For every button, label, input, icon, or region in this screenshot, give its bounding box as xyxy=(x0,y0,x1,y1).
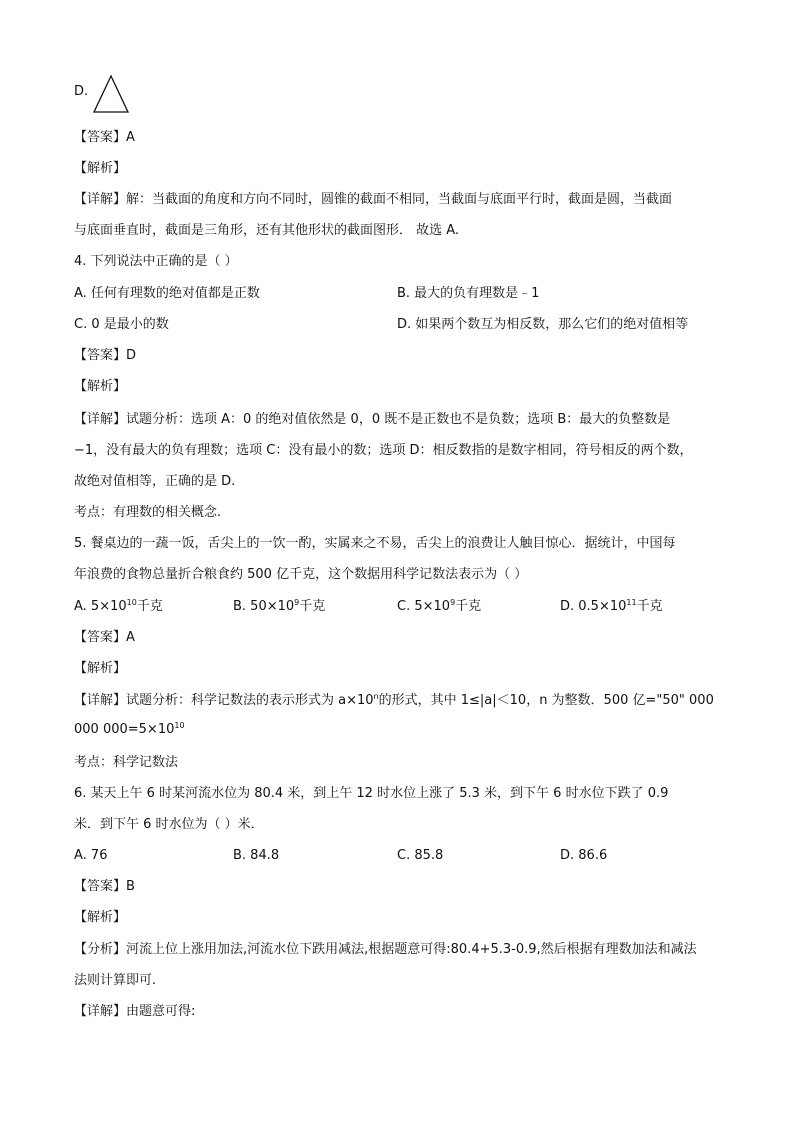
q5-knowledge-point: 考点：科学记数法 xyxy=(74,755,179,770)
q5-option-a xyxy=(74,597,163,617)
q3-option-d-label: D. xyxy=(74,84,89,99)
q5-option-b-base: B. 50×10 xyxy=(233,599,295,614)
q5-option-d xyxy=(560,597,663,617)
q4-analysis-heading: 【解析】 xyxy=(74,379,127,394)
q3-analysis-heading: 【解析】 xyxy=(74,161,127,176)
q4-option-a: A. 任何有理数的绝对值都是正数 xyxy=(74,286,260,301)
q4-option-c: C. 0 是最小的数 xyxy=(74,317,169,332)
q6-detail: 【详解】由题意可得: xyxy=(74,1004,196,1019)
q5-option-d-unit: 千克 xyxy=(636,599,663,614)
q5-option-a-base: A. 5×10 xyxy=(74,599,127,614)
q6-option-b: B. 84.8 xyxy=(233,848,280,863)
q5-option-c-base: C. 5×10 xyxy=(397,599,451,614)
q5-stem-line-2: 年浪费的食物总量折合粮食约 500 亿千克，这个数据用科学记数法表示为（ ） xyxy=(74,567,528,582)
q6-option-d: D. 86.6 xyxy=(560,848,608,863)
q5-detail-line-1-part-1: 【详解】试题分析：科学记数法的表示形式为 a×10 xyxy=(74,693,374,708)
q4-stem: 4. 下列说法中正确的是（ ） xyxy=(74,254,238,269)
q6-option-c: C. 85.8 xyxy=(397,848,444,863)
q5-option-a-unit: 千克 xyxy=(136,599,163,614)
q5-detail-line-2 xyxy=(74,720,185,740)
q5-option-b-unit: 千克 xyxy=(299,599,326,614)
q4-knowledge-point: 考点：有理数的相关概念. xyxy=(74,505,222,520)
q4-detail-line-2: −1，没有最大的负有理数；选项 C：没有最小的数；选项 D：相反数指的是数字相同，符号相反的两个数， xyxy=(74,443,693,458)
q5-stem-line-1: 5. 餐桌边的一蔬一饭，舌尖上的一饮一酌，实属来之不易，舌尖上的浪费让人触目惊心．据统计，中国每 xyxy=(74,536,676,551)
q5-option-d-exponent: 11 xyxy=(626,598,637,607)
q6-stem-line-1: 6. 某天上午 6 时某河流水位为 80.4 米，到上午 12 时水位上涨了 5.3 米，到下午 6 时水位下跌了 0.9 xyxy=(74,786,669,801)
q6-analysis-heading: 【解析】 xyxy=(74,910,127,925)
q5-option-c xyxy=(397,597,481,617)
q5-option-d-base: D. 0.5×10 xyxy=(560,599,627,614)
triangle-outline-icon xyxy=(92,74,132,114)
q5-option-c-exponent: 9 xyxy=(450,598,456,607)
q5-detail-line-2-base: 000 000=5×10 xyxy=(74,722,175,737)
q5-option-b-exponent: 9 xyxy=(294,598,300,607)
q5-option-a-exponent: 10 xyxy=(126,598,137,607)
q4-detail-line-3: 故绝对值相等，正确的是 D. xyxy=(74,474,236,489)
q5-detail-line-2-exponent: 10 xyxy=(174,721,185,730)
q5-answer: 【答案】A xyxy=(74,630,135,645)
q3-answer: 【答案】A xyxy=(74,130,135,145)
q6-option-a: A. 76 xyxy=(74,848,108,863)
q3-detail-line-1: 【详解】解：当截面的角度和方向不同时，圆锥的截面不相同，当截面与底面平行时，截面是圆，当截面 xyxy=(74,192,673,207)
q5-option-b xyxy=(233,597,325,617)
q3-detail-line-2: 与底面垂直时，截面是三角形，还有其他形状的截面图形． 故选 A. xyxy=(74,223,460,238)
q6-answer: 【答案】B xyxy=(74,879,135,894)
q4-option-d: D. 如果两个数互为相反数，那么它们的绝对值相等 xyxy=(397,317,689,332)
q5-detail-line-1 xyxy=(74,691,714,711)
q6-stem-line-2: 米．到下午 6 时水位为（ ）米． xyxy=(74,817,264,832)
q6-analysis-line-1: 【分析】河流上位上涨用加法,河流水位下跌用减法,根据题意可得:80.4+5.3-0.9,然后根据有理数加法和减法 xyxy=(74,942,697,957)
q5-detail-line-1-part-2: 的形式，其中 1≤|a|＜10，n 为整数．500 亿="50" 000 xyxy=(378,693,714,708)
q6-analysis-line-2: 法则计算即可. xyxy=(74,973,157,988)
q4-option-b: B. 最大的负有理数是﹣1 xyxy=(397,286,540,301)
q5-analysis-heading: 【解析】 xyxy=(74,661,127,676)
q4-answer: 【答案】D xyxy=(74,348,137,363)
q5-option-c-unit: 千克 xyxy=(455,599,482,614)
q5-detail-exponent-n: n xyxy=(373,692,379,701)
q4-detail-line-1: 【详解】试题分析：选项 A：0 的绝对值依然是 0，0 既不是正数也不是负数；选项 B：最大的负整数是 xyxy=(74,412,671,427)
